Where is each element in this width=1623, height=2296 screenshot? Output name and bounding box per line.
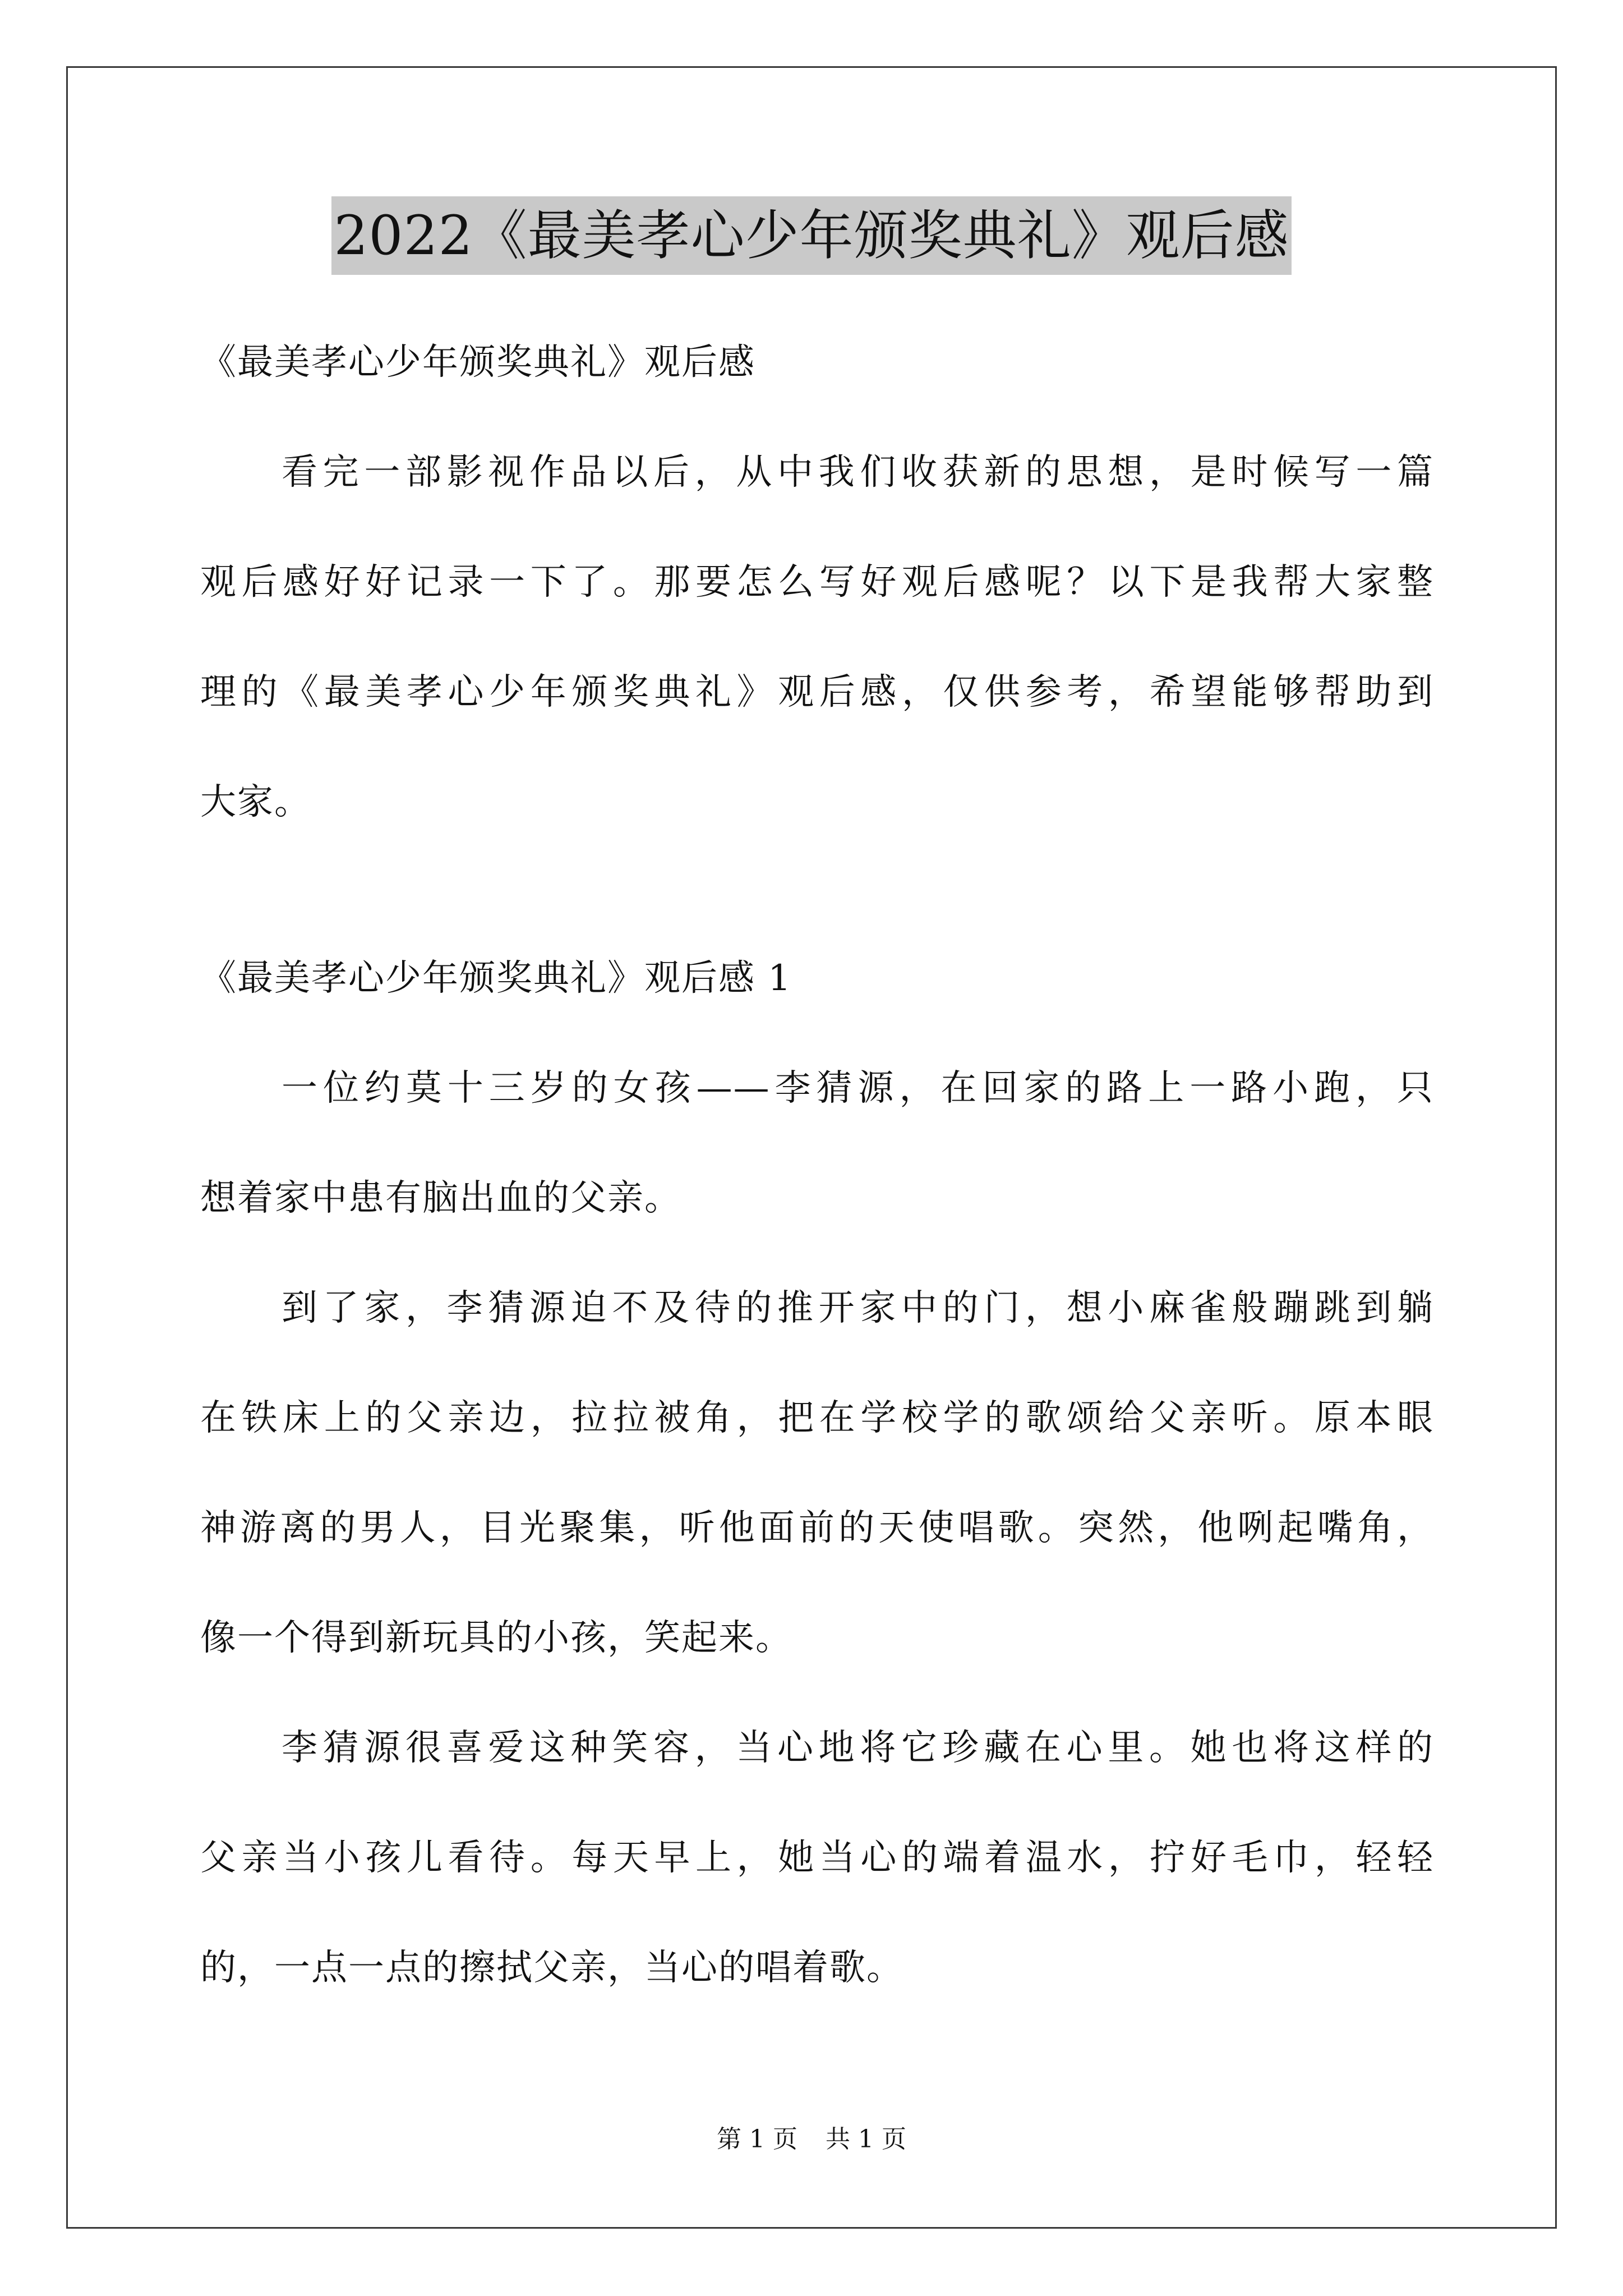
title-container xyxy=(0,196,1623,275)
document-body xyxy=(200,307,1434,2023)
text-line: 《最美孝心少年颁奖典礼》观后感 xyxy=(200,342,755,383)
document-title: 2022《最美孝心少年颁奖典礼》观后感 xyxy=(331,196,1291,275)
text-line: 《最美孝心少年颁奖典礼》观后感 1 xyxy=(200,958,792,999)
text-line: 到了家，李猜源迫不及待的推开家中的门，想小麻雀般蹦跳到躺 xyxy=(282,1287,1434,1329)
page-number: 第 1 页 xyxy=(717,2125,797,2154)
text-line: 像一个得到新玩具的小孩，笑起来。 xyxy=(200,1617,792,1659)
text-line: 的，一点一点的擦拭父亲，当心的唱着歌。 xyxy=(200,1947,903,1989)
text-line: 在铁床上的父亲边，拉拉被角，把在学校学的歌颂给父亲听。原本眼 xyxy=(200,1397,1434,1439)
text-line: 看完一部影视作品以后，从中我们收获新的思想，是时候写一篇 xyxy=(282,452,1434,493)
page-total: 共 1 页 xyxy=(826,2125,906,2154)
paragraph-gap xyxy=(200,857,1434,923)
text-line: 一位约莫十三岁的女孩——李猜源，在回家的路上一路小跑，只 xyxy=(282,1068,1434,1109)
text-line: 想着家中患有脑出血的父亲。 xyxy=(200,1177,681,1219)
text-line: 理的《最美孝心少年颁奖典礼》观后感，仅供参考，希望能够帮助到 xyxy=(200,671,1434,713)
text-line: 神游离的男人，目光聚集，听他面前的天使唱歌。突然，他咧起嘴角， xyxy=(200,1507,1434,1549)
text-line: 观后感好好记录一下了。那要怎么写好观后感呢？以下是我帮大家整 xyxy=(200,562,1434,603)
page-footer xyxy=(0,2123,1623,2156)
text-line: 李猜源很喜爱这种笑容，当心地将它珍藏在心里。她也将这样的 xyxy=(282,1727,1434,1769)
text-line: 父亲当小孩儿看待。每天早上，她当心的端着温水，拧好毛巾，轻轻 xyxy=(200,1837,1434,1879)
text-line: 大家。 xyxy=(200,781,311,823)
